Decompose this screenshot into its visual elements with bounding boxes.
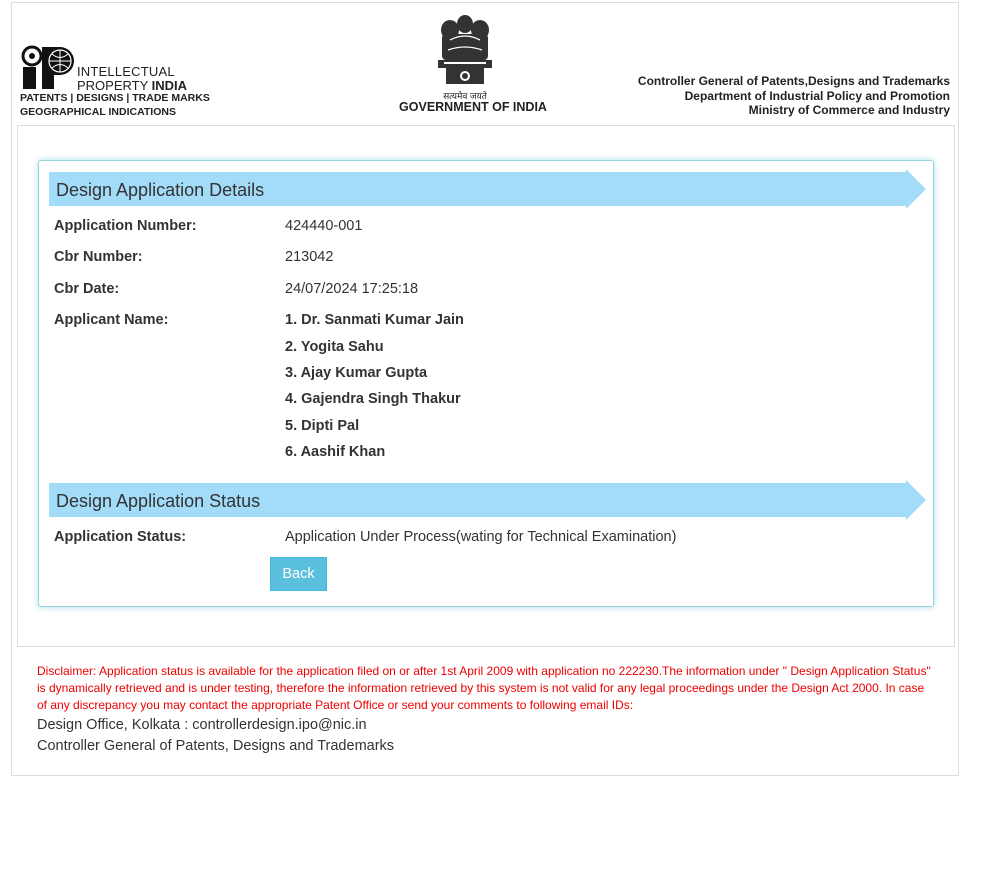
ip-india-logo <box>20 44 210 124</box>
back-button[interactable]: Back <box>270 557 327 591</box>
national-emblem-icon <box>432 10 498 90</box>
applicant-name-item: 2. Yogita Sahu <box>285 339 384 355</box>
application-number-label: Application Number: <box>54 218 197 234</box>
status-section-title: Design Application Status <box>56 491 261 511</box>
applicant-name-item: 3. Ajay Kumar Gupta <box>285 365 428 381</box>
header-ministry-line: Ministry of Commerce and Industry <box>748 103 950 117</box>
government-of-india-title: GOVERNMENT OF INDIA <box>399 100 547 114</box>
header-dipp-line: Department of Industrial Policy and Promotion <box>684 88 950 103</box>
ip-india-emblem-icon <box>20 44 80 92</box>
cgpdtm-footer-line: Controller General of Patents, Designs and Trademarks <box>37 738 395 754</box>
cbr-date-value: 24/07/2024 17:25:18 <box>285 281 419 297</box>
disclaimer-text: Disclaimer: Application status is available for the application filed on or after 1st April 2009 with application no 222230.The information under " Design Application Status" is dynamically retrieved and is under testing, therefore the information retrieved by this system is not valid for any legal proceedings under the Design Act 2000. In case of any discrepancy you may contact the appropriate Patent Office or send your comments to following email IDs: <box>37 664 931 712</box>
application-status-label: Application Status: <box>54 529 187 545</box>
header-right-block <box>638 74 950 118</box>
cbr-date-label: Cbr Date: <box>54 281 120 297</box>
design-office-contact: Design Office, Kolkata : controllerdesign.ipo@nic.in <box>37 717 367 733</box>
header-cgpdtm-line: Controller General of Patents,Designs and Trademarks <box>637 74 950 88</box>
applicant-name-item: 6. Aashif Khan <box>285 444 386 460</box>
applicant-name-label: Applicant Name: <box>54 312 169 328</box>
applicant-name-item: 4. Gajendra Singh Thakur <box>285 391 461 407</box>
logo-tagline: PATENTS | DESIGNS | TRADE MARKS <box>20 92 210 104</box>
details-section-title: Design Application Details <box>56 180 265 200</box>
applicant-name-item: 5. Dipti Pal <box>285 418 360 434</box>
application-number-value: 424440-001 <box>285 218 363 234</box>
logo-intellectual-text: INTELLECTUAL <box>77 64 175 79</box>
applicant-name-item: 1. Dr. Sanmati Kumar Jain <box>285 312 464 328</box>
cbr-number-label: Cbr Number: <box>54 249 143 265</box>
logo-property-india-text: PROPERTY INDIA <box>77 78 188 93</box>
cbr-number-value: 213042 <box>285 249 334 265</box>
logo-gi-text: GEOGRAPHICAL INDICATIONS <box>20 106 176 118</box>
emblem-motto: सत्यमेव जयते <box>443 91 487 101</box>
application-status-value: Application Under Process(wating for Technical Examination) <box>285 529 677 545</box>
